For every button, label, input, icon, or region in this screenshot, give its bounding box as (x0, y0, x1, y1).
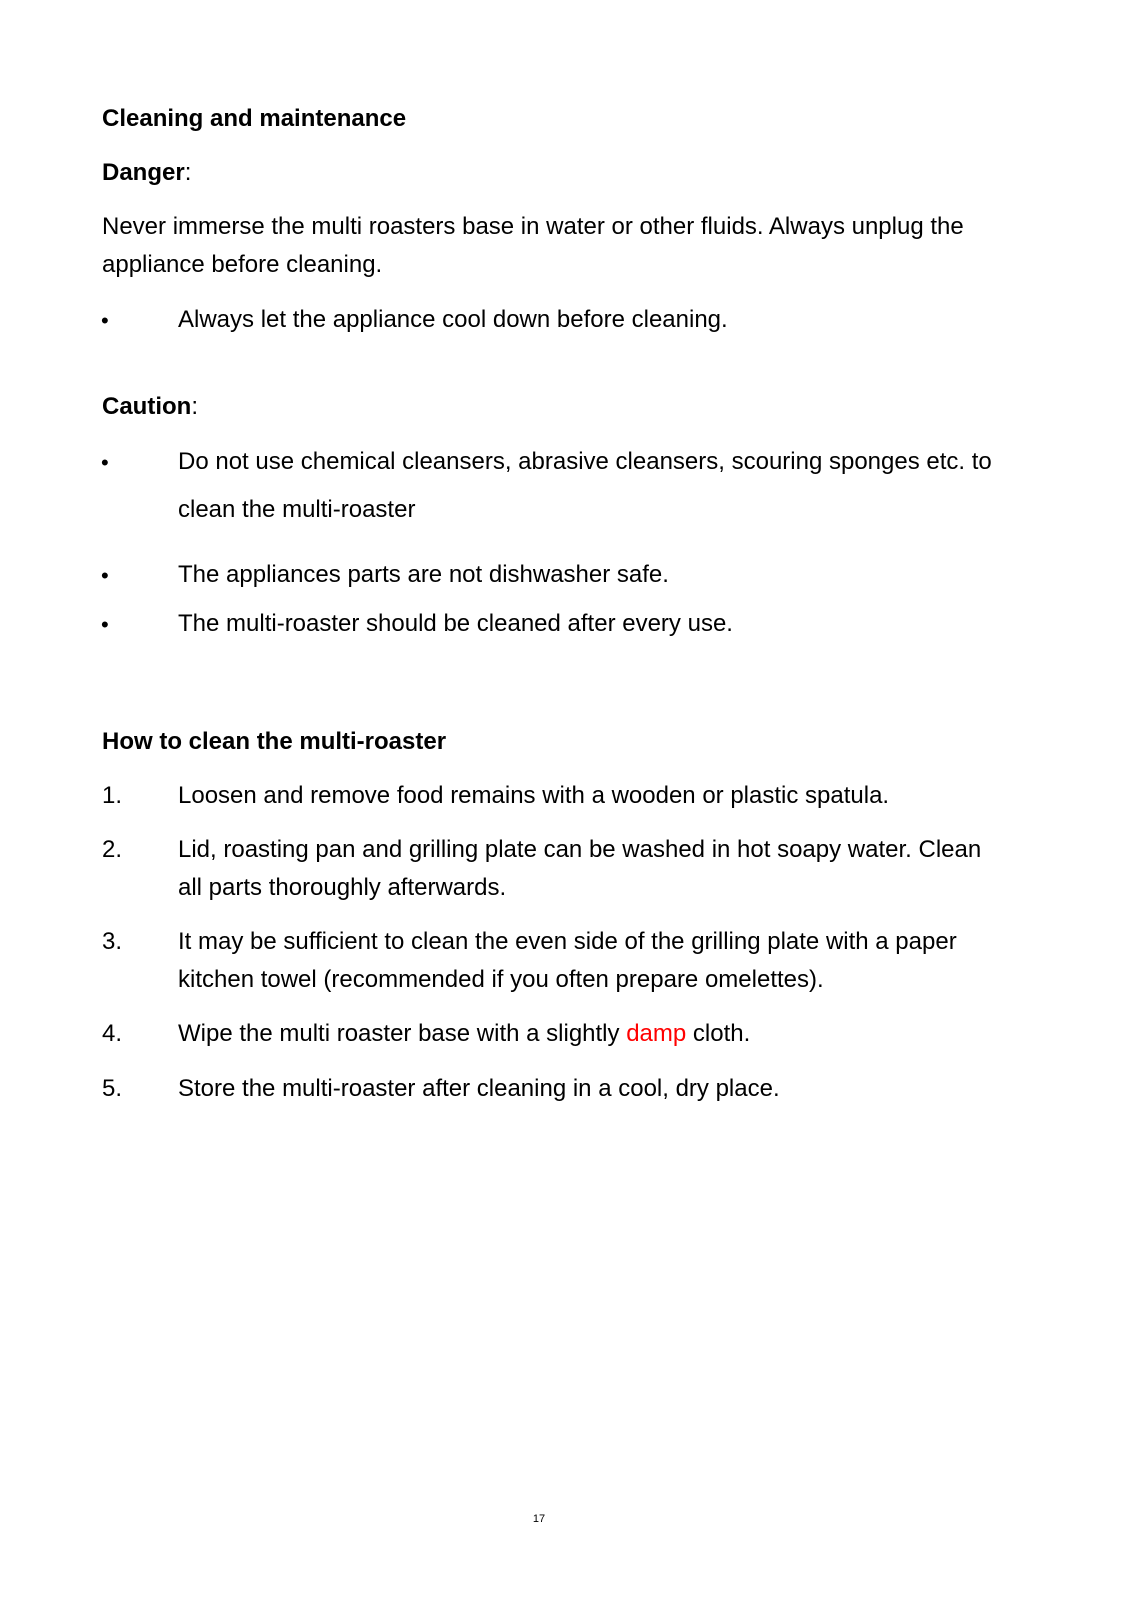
step-text (178, 1022, 750, 1046)
step-number: 2. (102, 836, 123, 863)
danger-heading (102, 161, 191, 185)
danger-paragraph-line-2: appliance before cleaning. (102, 251, 383, 278)
bullet-icon: • (101, 308, 109, 333)
bullet-icon: • (101, 612, 109, 637)
step-number: 3. (102, 928, 123, 955)
caution-label: Caution (102, 393, 192, 420)
caution-colon: : (191, 393, 198, 420)
step-text: Loosen and remove food remains with a wooden or plastic spatula. (178, 782, 890, 809)
step-text-segment: Wipe the multi roaster base with a slightly (178, 1020, 627, 1047)
list-item-text: Do not use chemical cleansers, abrasive cleansers, scouring sponges etc. to (178, 448, 992, 475)
how-to-heading: How to clean the multi-roaster (102, 728, 447, 755)
bullet-icon: • (101, 450, 109, 475)
bullet-icon: • (101, 563, 109, 588)
caution-heading (102, 395, 198, 419)
list-item-text: The multi-roaster should be cleaned after every use. (178, 610, 733, 637)
list-item-text: The appliances parts are not dishwasher safe. (178, 561, 669, 588)
section-title: Cleaning and maintenance (102, 105, 407, 132)
page-number: 17 (532, 1513, 546, 1525)
list-item-text: Always let the appliance cool down before cleaning. (178, 306, 728, 333)
step-text-segment: cloth. (686, 1020, 751, 1047)
step-number: 5. (102, 1075, 123, 1102)
step-text: Store the multi-roaster after cleaning in a cool, dry place. (178, 1075, 780, 1102)
step-text: all parts thoroughly afterwards. (178, 874, 507, 901)
highlighted-word: damp (626, 1020, 687, 1047)
step-number: 1. (102, 782, 123, 809)
step-text: kitchen towel (recommended if you often prepare omelettes). (178, 966, 824, 993)
step-text: It may be sufficient to clean the even side of the grilling plate with a paper (178, 928, 957, 955)
danger-paragraph-line-1: Never immerse the multi roasters base in water or other fluids. Always unplug the (102, 213, 964, 240)
step-number: 4. (102, 1020, 123, 1047)
danger-label: Danger (102, 159, 185, 186)
danger-colon: : (184, 159, 192, 186)
list-item-text: clean the multi-roaster (178, 496, 416, 523)
step-text: Lid, roasting pan and grilling plate can be washed in hot soapy water. Clean (178, 836, 982, 863)
